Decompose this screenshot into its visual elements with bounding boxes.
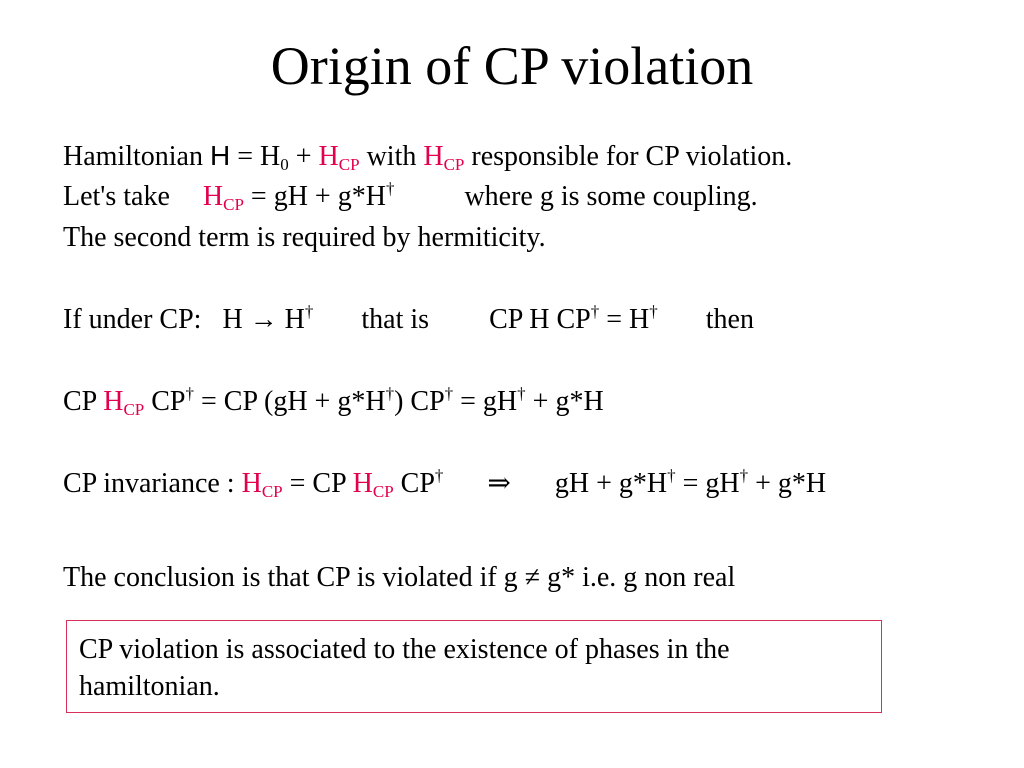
hcp-subscript: CP <box>123 400 145 419</box>
hcp-term <box>203 181 244 212</box>
dagger: † <box>649 302 658 321</box>
hcp-term <box>242 468 283 499</box>
dagger: † <box>590 302 600 321</box>
text: then <box>705 304 754 335</box>
text: Hamiltonian <box>63 141 210 172</box>
text: CP <box>393 468 435 499</box>
text: = H <box>599 304 650 335</box>
conclusion-line <box>63 561 735 595</box>
dagger: † <box>385 384 395 403</box>
text: + <box>288 141 319 172</box>
dagger: † <box>434 466 444 485</box>
text: = gH + g*H <box>243 181 386 212</box>
hcp-letter: H <box>202 181 224 212</box>
text: + g*H <box>525 386 604 417</box>
hcp-term <box>353 468 394 499</box>
cp-transformation-line <box>63 303 754 337</box>
hamiltonian-definition-line <box>63 139 792 174</box>
dagger: † <box>185 384 194 403</box>
hcp-subscript: CP <box>443 155 465 174</box>
text: = H <box>230 141 281 172</box>
subscript: 0 <box>280 155 289 174</box>
dagger: † <box>739 466 749 485</box>
text: CP <box>144 386 186 417</box>
dagger: † <box>517 384 526 403</box>
hcp-term <box>423 141 464 172</box>
cp-invariance-line <box>63 467 826 501</box>
summary-note-box: CP violation is associated to the existence of phases in the hamiltonian. <box>66 620 882 713</box>
hcp-definition-line <box>63 180 758 214</box>
text: gH + g*H <box>554 468 668 499</box>
hcp-letter: H <box>352 468 373 499</box>
text: CP invariance : <box>63 468 242 499</box>
text: CP H CP <box>489 304 591 335</box>
text: = CP <box>282 468 353 499</box>
text: responsible for CP violation. <box>464 141 793 172</box>
implies-arrow-icon: ⇒ <box>487 468 511 499</box>
hermiticity-line: The second term is required by hermiticity. <box>63 222 546 253</box>
text: = CP (gH + g*H <box>194 386 386 417</box>
dagger: † <box>444 384 454 403</box>
hcp-letter: H <box>423 141 444 172</box>
text: H → H <box>222 304 305 335</box>
text: = gH <box>675 468 740 499</box>
hcp-subscript: CP <box>223 195 244 214</box>
hcp-subscript: CP <box>338 155 360 174</box>
text: with <box>359 141 424 172</box>
hcp-subscript: CP <box>261 482 283 501</box>
text: CP <box>63 386 104 417</box>
hcp-subscript: CP <box>372 482 394 501</box>
text: + g*H <box>748 468 827 499</box>
not-equal-icon: ≠ <box>524 562 541 593</box>
text: Let's take <box>63 181 177 212</box>
text: If under CP: <box>63 304 209 335</box>
hcp-letter: H <box>241 468 262 499</box>
text: where g is some coupling. <box>464 181 758 212</box>
hamiltonian-symbol: H <box>209 140 231 171</box>
text: = gH <box>453 386 518 417</box>
text: The conclusion is that CP is violated if g <box>63 562 525 593</box>
hcp-term <box>319 141 360 172</box>
slide-title: Origin of CP violation <box>270 36 754 96</box>
dagger: † <box>304 302 314 321</box>
dagger: † <box>385 179 395 198</box>
cp-conjugation-line <box>63 385 604 419</box>
hcp-letter: H <box>318 141 339 172</box>
text: g* i.e. g non real <box>540 562 736 593</box>
hcp-letter: H <box>103 386 124 417</box>
text: that is <box>361 304 430 335</box>
text: ) CP <box>394 386 445 417</box>
hcp-term <box>103 386 144 417</box>
dagger: † <box>667 466 676 485</box>
